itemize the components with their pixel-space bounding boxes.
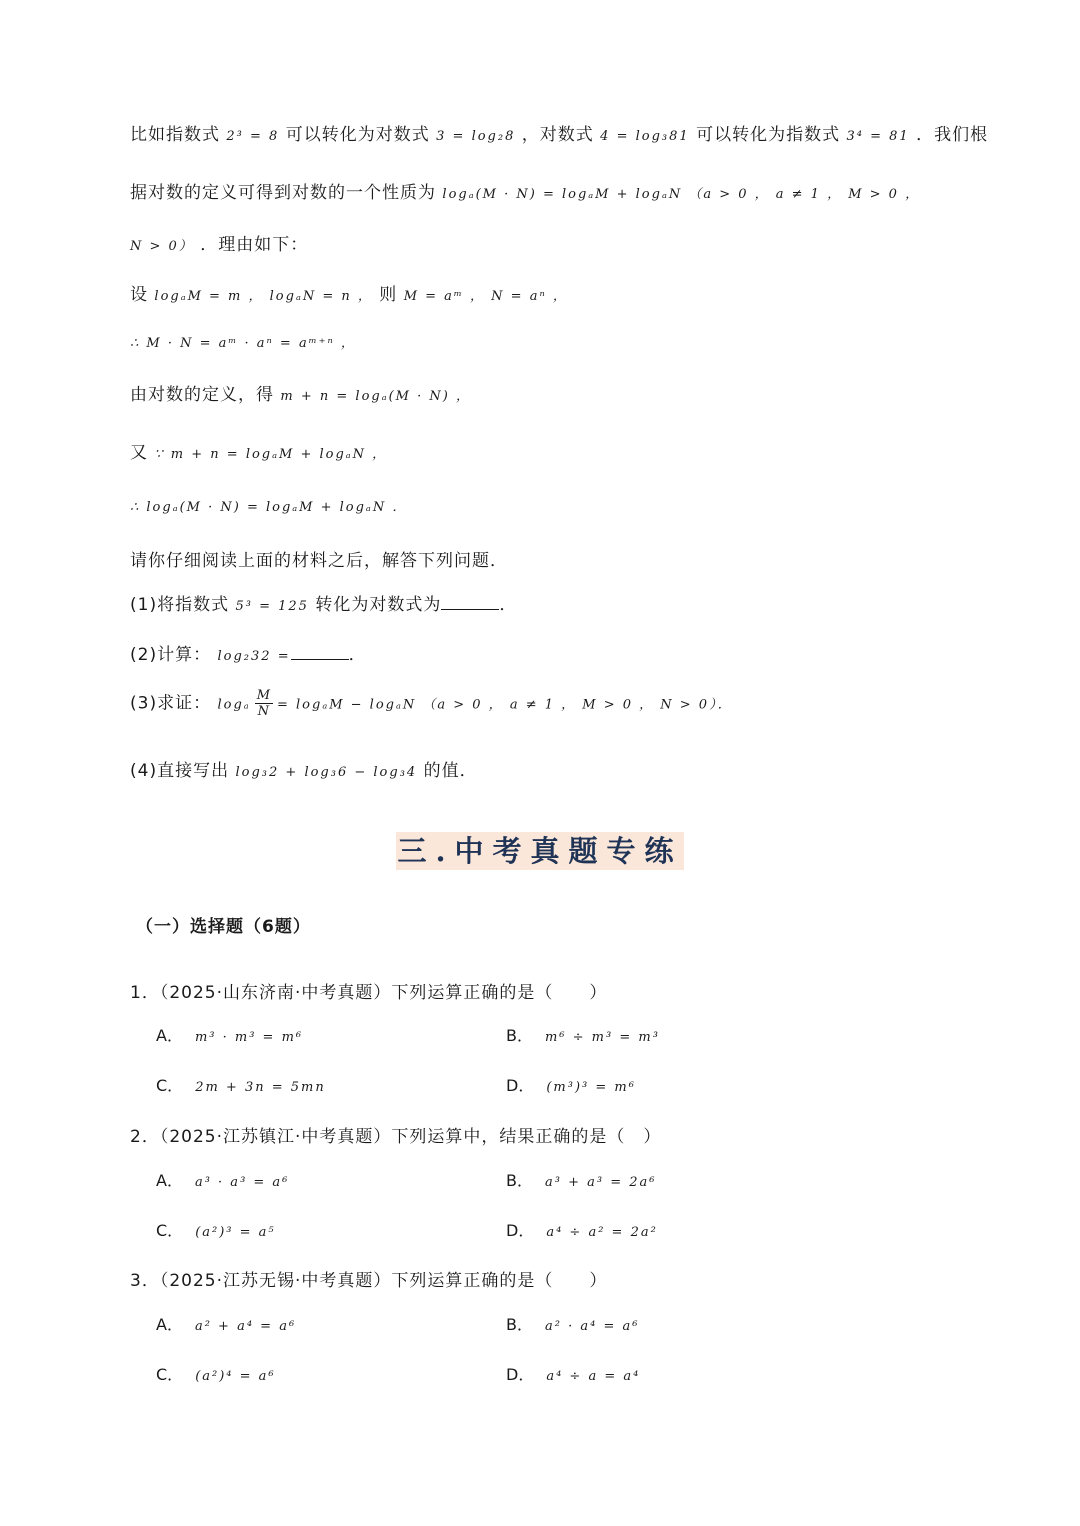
- text: 转化为对数式为: [315, 595, 442, 615]
- question-part-4: [130, 756, 478, 781]
- material-line-9: [130, 546, 508, 571]
- option-a[interactable]: [156, 1023, 303, 1046]
- text: ，对数式: [521, 125, 594, 145]
- text: 的值．: [423, 761, 478, 781]
- sub-heading: （一）选择题（6题）: [136, 917, 311, 937]
- question-stem-1: 1．（2025·山东济南·中考真题）下列运算正确的是（ ）: [130, 983, 608, 1003]
- text: ．: [499, 595, 518, 615]
- option-expression: (m³)³ = m⁶: [546, 1080, 636, 1095]
- option-d[interactable]: [506, 1073, 636, 1096]
- option-d[interactable]: [506, 1362, 640, 1385]
- math: N > 0）: [130, 239, 194, 254]
- math: logₐ(M · N) = logₐM + logₐN （a > 0 ， a ≠ 1 ， M > 0 ，: [442, 187, 921, 202]
- text: 则: [379, 285, 398, 305]
- option-key: B．: [506, 1026, 533, 1045]
- text: 由对数的定义，得: [130, 385, 274, 405]
- text: ．: [348, 645, 367, 665]
- fraction: [255, 688, 273, 719]
- fraction-numerator: M: [256, 688, 271, 703]
- option-expression: a⁴ ÷ a² = 2a²: [546, 1225, 658, 1240]
- option-b[interactable]: [506, 1168, 656, 1191]
- text: 据对数的定义可得到对数的一个性质为: [130, 183, 436, 203]
- text: 请你仔细阅读上面的材料之后，解答下列问题．: [130, 551, 508, 571]
- text: 又: [130, 443, 148, 463]
- option-expression: (a²)³ = a⁵: [195, 1225, 276, 1240]
- answer-blank[interactable]: [441, 595, 499, 610]
- math: ∴ M · N = aᵐ · aⁿ = aᵐ⁺ⁿ ，: [130, 336, 356, 351]
- math: 2³ = 8: [226, 129, 280, 144]
- option-key: A．: [156, 1315, 183, 1334]
- question-part-2: [130, 640, 367, 665]
- option-key: D．: [506, 1076, 535, 1095]
- option-key: B．: [506, 1315, 533, 1334]
- material-line-1: [130, 120, 988, 145]
- math: 3 = log₂8: [436, 129, 516, 144]
- text: (3)求证：: [130, 693, 212, 714]
- option-expression: m⁶ ÷ m³ = m³: [544, 1030, 660, 1045]
- math: 3⁴ = 81: [846, 129, 910, 144]
- math: logₐ: [217, 697, 251, 713]
- option-a[interactable]: [156, 1312, 296, 1335]
- option-key: C．: [156, 1365, 184, 1384]
- text: (2)计算：: [130, 645, 212, 665]
- text: ．理由如下：: [200, 235, 309, 255]
- material-line-7: [130, 438, 387, 463]
- text: ．我们根: [916, 125, 989, 145]
- material-line-2: [130, 178, 920, 203]
- math: logₐM = m ， logₐN = n ，: [154, 289, 373, 304]
- answer-blank[interactable]: [291, 645, 349, 660]
- material-line-4: [130, 280, 568, 305]
- material-line-6: [130, 380, 471, 405]
- option-a[interactable]: [156, 1168, 289, 1191]
- option-expression: 2m + 3n = 5mn: [195, 1080, 326, 1095]
- option-expression: a⁴ ÷ a = a⁴: [546, 1369, 641, 1384]
- option-key: B．: [506, 1171, 533, 1190]
- math: ∴ logₐ(M · N) = logₐM + logₐN ．: [130, 500, 408, 515]
- math: 5³ = 125: [235, 599, 309, 614]
- question-part-3: [130, 688, 733, 719]
- option-expression: a² · a⁴ = a⁶: [544, 1319, 640, 1334]
- option-c[interactable]: [156, 1073, 326, 1096]
- math: ∵ m + n = logₐM + logₐN ，: [154, 447, 388, 462]
- text: 可以转化为对数式: [285, 125, 430, 145]
- math: = logₐM − logₐN （a > 0 ， a ≠ 1 ， M > 0 ， N > 0）．: [277, 697, 733, 713]
- material-line-5: [130, 332, 356, 352]
- option-b[interactable]: [506, 1023, 660, 1046]
- question-stem-3: 3．（2025·江苏无锡·中考真题）下列运算正确的是（ ）: [130, 1271, 608, 1291]
- option-key: D．: [506, 1221, 535, 1240]
- option-key: D．: [506, 1365, 535, 1384]
- option-c[interactable]: [156, 1362, 276, 1385]
- text: 设: [130, 285, 148, 305]
- option-expression: a³ · a³ = a⁶: [194, 1175, 290, 1190]
- option-c[interactable]: [156, 1218, 276, 1241]
- option-key: C．: [156, 1076, 184, 1095]
- option-expression: m³ · m³ = m⁶: [194, 1030, 304, 1045]
- material-line-3: [130, 230, 308, 255]
- option-expression: (a²)⁴ = a⁶: [195, 1369, 276, 1384]
- math: m + n = logₐ(M · N) ，: [280, 389, 471, 404]
- section-title: 三.中考真题专练: [397, 834, 683, 868]
- fraction-denominator: N: [257, 704, 271, 719]
- text: (1)将指数式: [130, 595, 230, 615]
- option-expression: a³ + a³ = 2a⁶: [544, 1175, 657, 1190]
- text: 比如指数式: [130, 125, 220, 145]
- option-key: A．: [156, 1171, 183, 1190]
- option-expression: a² + a⁴ = a⁶: [194, 1319, 297, 1334]
- material-line-8: [130, 496, 407, 516]
- question-part-1: [130, 590, 517, 615]
- option-b[interactable]: [506, 1312, 639, 1335]
- option-d[interactable]: [506, 1218, 658, 1241]
- option-key: A．: [156, 1026, 183, 1045]
- math: log₃2 + log₃6 − log₃4: [235, 765, 418, 780]
- option-key: C．: [156, 1221, 184, 1240]
- text: 可以转化为指数式: [696, 125, 841, 145]
- math: 4 = log₃81: [600, 129, 690, 144]
- question-stem-2: 2．（2025·江苏镇江·中考真题）下列运算中，结果正确的是（ ）: [130, 1127, 662, 1147]
- math: log₂32 =: [217, 649, 291, 664]
- text: (4)直接写出: [130, 761, 230, 781]
- math: M = aᵐ ， N = aⁿ ，: [403, 289, 568, 304]
